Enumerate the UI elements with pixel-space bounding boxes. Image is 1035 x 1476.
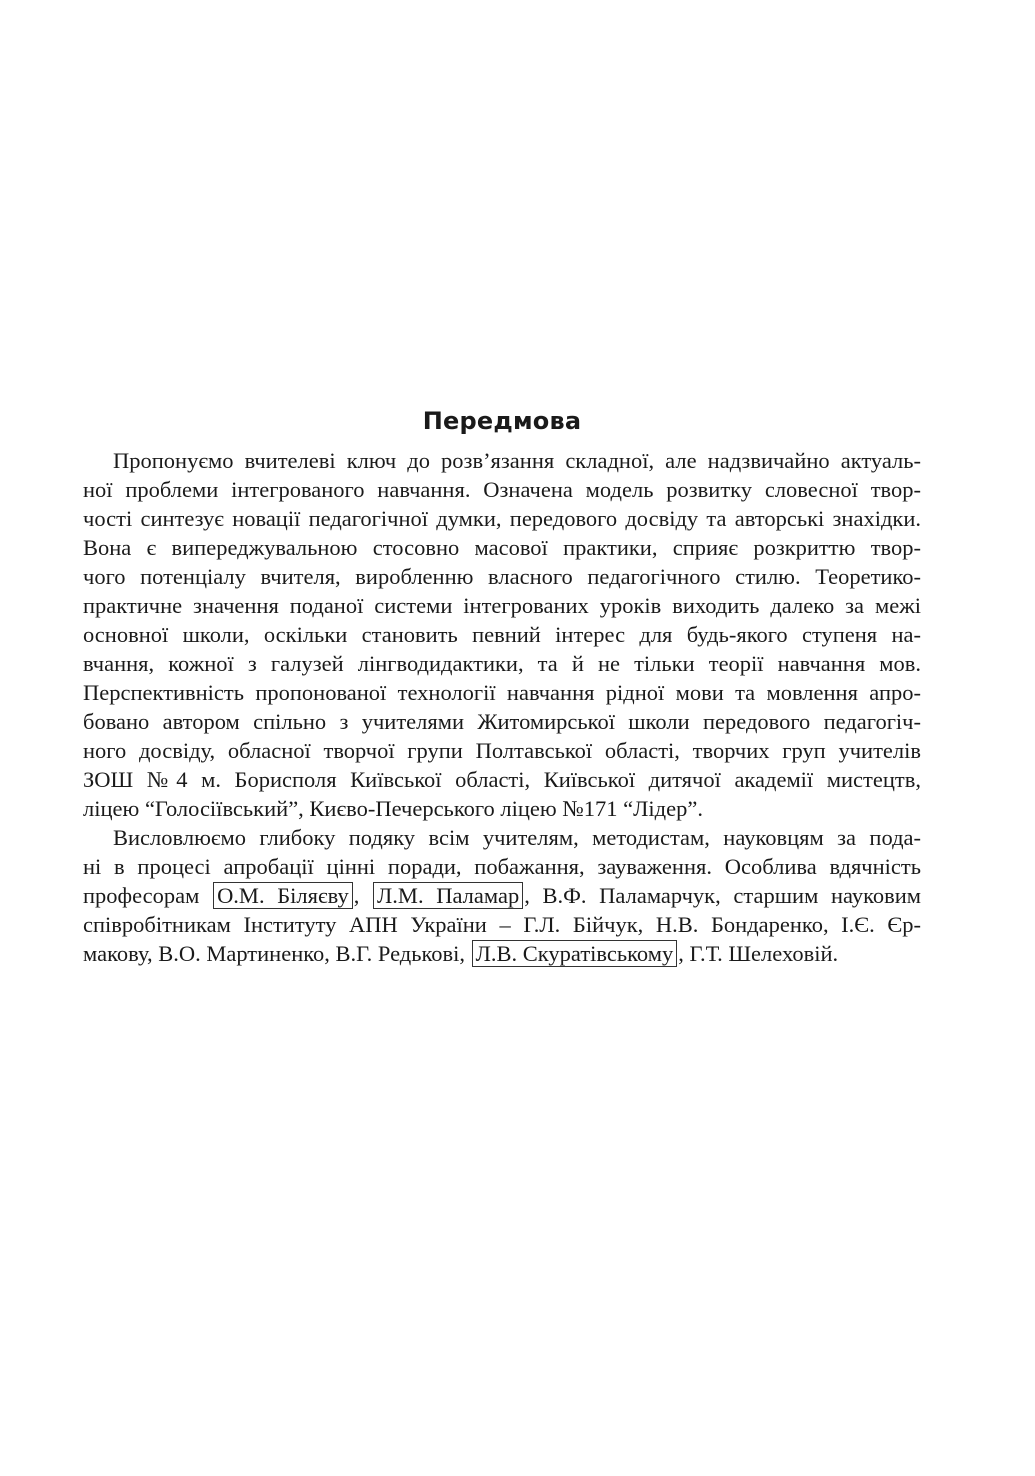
page-title: Передмова — [422, 407, 582, 435]
boxed-name-biliaiev: О.М. Біляєву — [213, 882, 353, 909]
text-line: співробітникам Інституту АПН України – Г.Л. Бійчук, Н.В. Бондаренко, І.Є. Єр- — [83, 912, 921, 937]
text-line: практичне значення поданої системи інтегрованих уроків виходить далеко за межі — [83, 593, 921, 618]
text-line: чого потенціалу вчителя, виробленню власного педагогічного стилю. Теоретико- — [83, 564, 921, 589]
text-line: ного досвіду, обласної творчої групи Полтавської області, творчих груп учителів — [83, 738, 921, 763]
text-line: Пропонуємо вчителеві ключ до розв’язання складної, але надзвичайно актуаль- — [113, 448, 921, 473]
text-fragment: , В.Ф. Паламарчук, старшим науковим — [524, 883, 922, 908]
text-line: основної школи, оскільки становить певний інтерес для будь-якого ступеня на- — [83, 622, 921, 647]
text-line: ЗОШ №4 м. Борисполя Київської області, Київської дитячої академії мистецтв, — [83, 767, 921, 792]
paragraph-1 — [83, 446, 921, 823]
preface-section — [83, 406, 921, 968]
text-line: вчання, кожної з галузей лінгводидактики, та й не тільки теорії навчання мов. — [83, 651, 921, 676]
text-line: ної проблеми інтегрованого навчання. Означена модель розвитку словесної твор- — [83, 477, 921, 502]
text-line: ліцею “Голосіївський”, Києво-Печерського ліцею №171 “Лідер”. — [83, 796, 703, 821]
boxed-name-skurativskyi: Л.В. Скуратівському — [472, 940, 678, 967]
text-line: Висловлюємо глибоку подяку всім учителям, методистам, науковцям за пода- — [113, 825, 921, 850]
text-line-with-names — [83, 939, 921, 968]
text-line: Перспективність пропонованої технології навчання рідної мови та мовлення апро- — [83, 680, 921, 705]
text-fragment: , — [353, 883, 360, 908]
text-fragment: професорам — [83, 883, 200, 908]
text-fragment: макову, В.О. Мартиненко, В.Г. Редькові, — [83, 941, 466, 966]
text-line: бовано автором спільно з учителями Житомирської школи передового педагогіч- — [83, 709, 921, 734]
text-fragment: , Г.Т. Шелеховій. — [678, 941, 839, 966]
text-line: ні в процесі апробації цінні поради, побажання, зауваження. Особлива вдячність — [83, 854, 921, 879]
text-line-with-names — [83, 881, 921, 910]
boxed-name-palamar: Л.М. Паламар — [373, 882, 523, 909]
text-line: чості синтезує новації педагогічної думки, передового досвіду та авторські знахідки. — [83, 506, 921, 531]
text-line: Вона є випереджувальною стосовно масової практики, сприяє розкриттю твор- — [83, 535, 921, 560]
paragraph-2 — [83, 823, 921, 968]
